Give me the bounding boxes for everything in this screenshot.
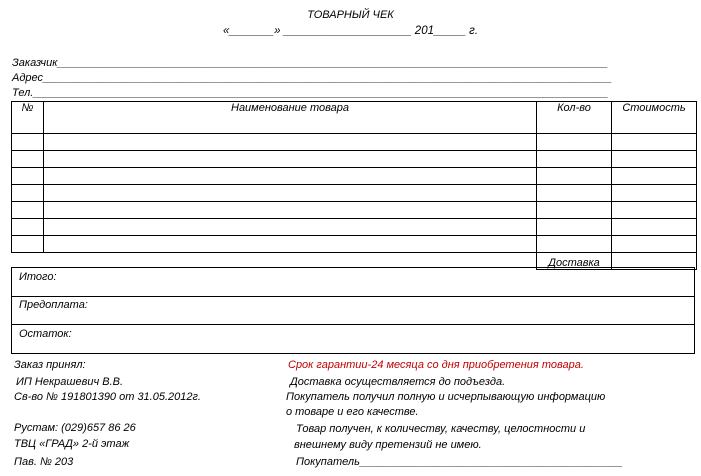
- cell-cost: [612, 185, 697, 202]
- table-row: [12, 219, 697, 236]
- header-quantity: Кол-во: [537, 102, 612, 134]
- table-row: [12, 134, 697, 151]
- cell-quantity: [537, 168, 612, 185]
- cell-cost: [612, 168, 697, 185]
- delivery-notice: Доставка осуществляется до подъезда.: [290, 376, 506, 388]
- cell-quantity: [537, 202, 612, 219]
- buyer-signature-line: Покупатель___________________________________________: [296, 456, 623, 468]
- phone-field: Тел.______________________________________________________________________________________________: [12, 87, 609, 99]
- cell-cost: [612, 202, 697, 219]
- prepayment-label: Предоплата:: [19, 299, 88, 311]
- info-statement-line1: Покупатель получил полную и исчерпывающую информацию: [286, 391, 606, 403]
- table-row: [12, 168, 697, 185]
- document-title: ТОВАРНЫЙ ЧЕК: [307, 9, 394, 21]
- total-label: Итого:: [19, 271, 57, 283]
- cell-number: [12, 219, 44, 236]
- balance-label: Остаток:: [19, 328, 72, 340]
- cell-number: [12, 134, 44, 151]
- header-item-name: Наименование товара: [44, 102, 537, 134]
- cell-quantity: [537, 134, 612, 151]
- table-header-row: [12, 102, 697, 134]
- customer-field: Заказчик__________________________________________________________________________________________: [12, 57, 609, 69]
- cell-item-name: [44, 134, 537, 151]
- table-row: [12, 185, 697, 202]
- table-row: [12, 202, 697, 219]
- contact-phone: Рустам: (029)657 86 26: [14, 422, 136, 434]
- cell-item-name: [44, 168, 537, 185]
- date-line: «_______» ____________________ 201_____ г.: [222, 25, 479, 37]
- received-statement-line2: внешнему виду претензий не имею.: [294, 439, 482, 451]
- balance-row: [12, 325, 694, 354]
- cell-quantity: [537, 219, 612, 236]
- header-cost: Стоимость: [612, 102, 697, 134]
- cell-cost: [612, 219, 697, 236]
- address-field: Адрес_____________________________________________________________________________________________: [12, 72, 612, 84]
- cell-quantity: [537, 185, 612, 202]
- cell-quantity: [537, 151, 612, 168]
- table-row: [12, 236, 697, 253]
- cell-item-name: [44, 185, 537, 202]
- warranty-notice: Срок гарантии-24 месяца со дня приобретения товара.: [288, 359, 584, 371]
- cell-cost: [612, 134, 697, 151]
- received-statement-line1: Товар получен, к количеству, качеству, целостности и: [296, 423, 586, 435]
- cell-item-name: [44, 219, 537, 236]
- total-row: [12, 268, 694, 297]
- entrepreneur-name: ИП Некрашевич В.В.: [16, 376, 124, 388]
- cell-number: [12, 185, 44, 202]
- prepayment-row: [12, 297, 694, 325]
- cell-number: [12, 168, 44, 185]
- cell-item-name: [44, 151, 537, 168]
- totals-box: [11, 267, 695, 354]
- order-received-label: Заказ принял:: [14, 359, 86, 371]
- cell-quantity: [537, 236, 612, 253]
- mall-location: ТВЦ «ГРАД» 2-й этаж: [14, 438, 130, 450]
- cell-cost: [612, 236, 697, 253]
- certificate-number: Св-во № 191801390 от 31.05.2012г.: [14, 391, 201, 403]
- cell-cost: [612, 151, 697, 168]
- header-number: №: [12, 102, 44, 134]
- cell-item-name: [44, 202, 537, 219]
- table-row: [12, 151, 697, 168]
- cell-item-name: [44, 236, 537, 253]
- cell-number: [12, 236, 44, 253]
- info-statement-line2: о товаре и его качестве.: [286, 406, 419, 418]
- cell-number: [12, 151, 44, 168]
- cell-number: [12, 202, 44, 219]
- delivery-label: Доставка: [537, 253, 612, 270]
- items-table: [11, 101, 697, 270]
- pavilion-number: Пав. № 203: [14, 456, 74, 468]
